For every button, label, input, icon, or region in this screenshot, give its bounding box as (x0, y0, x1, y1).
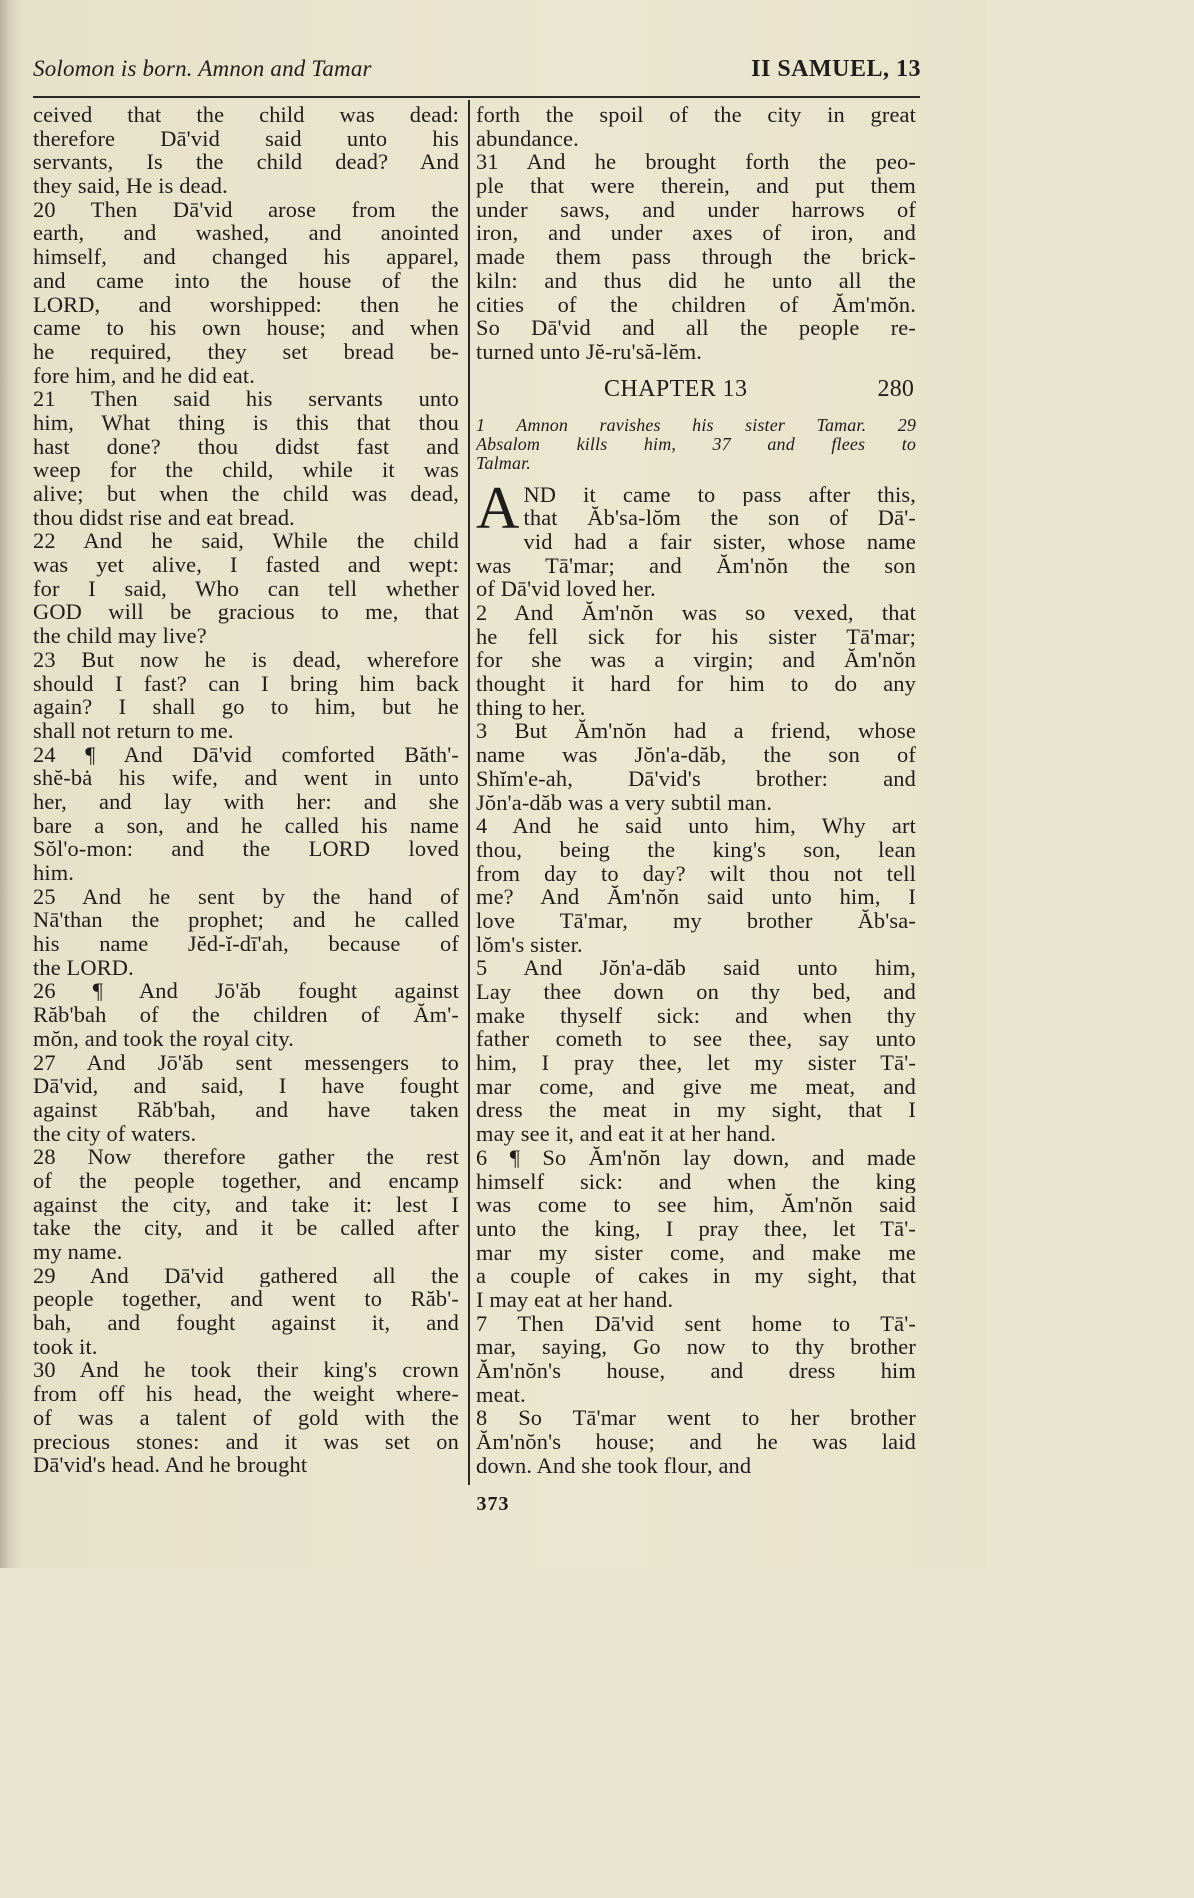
verse-line: me? And Ăm'nŏn said unto him, I (476, 885, 916, 909)
verse-line: vid had a fair sister, whose name (523, 529, 916, 554)
verse-line: should I fast? can I bring him back (33, 671, 459, 696)
verse-line: So Dā'vid and all the people re- (476, 316, 916, 340)
verse-line: again? I shall go to him, but he (33, 695, 459, 719)
verse-line: Lay thee down on thy bed, and (476, 980, 916, 1004)
verse-line: Sŏl'o-mon: and the LORD loved (33, 837, 459, 861)
chapter-opening (476, 474, 916, 541)
chapter-label: CHAPTER 13 (604, 375, 748, 402)
verse-line: came to his own house; and when (33, 316, 459, 340)
verse-line: Răb'bah of the children of Ăm'- (33, 1003, 459, 1027)
verse-line: abundance. (476, 125, 579, 151)
verse-line: kiln: and thus did he unto all the (476, 268, 916, 293)
verse-line: bah, and fought against it, and (33, 1311, 459, 1335)
summary-line: 1 Amnon ravishes his sister Tamar. 29 (476, 415, 916, 435)
verse-line: shĕ-bȧ his wife, and went in unto (33, 766, 459, 790)
verse-line: 25 And he sent by the hand of (33, 884, 459, 909)
verse-line: himself sick: and when the king (476, 1169, 916, 1194)
verse-line: 22 And he said, While the child (33, 529, 459, 554)
verse-line: 31 And he brought forth the peo- (476, 150, 916, 175)
verse-line: he fell sick for his sister Tā'mar; (476, 624, 916, 649)
verse-line: they said, He is dead. (33, 173, 228, 199)
verse-line: 2 And Ăm'nŏn was so vexed, that (476, 601, 916, 625)
verse-line: 24 ¶ And Dā'vid comforted Băth'- (33, 742, 459, 767)
left-column (33, 103, 459, 1477)
verse-line: earth, and washed, and anointed (33, 221, 459, 246)
verse-line: lŏm's sister. (476, 931, 583, 957)
verse-line: the child may live? (33, 623, 207, 649)
verse-line: mŏn, and took the royal city. (33, 1025, 294, 1051)
verse-line: cities of the children of Ăm'mŏn. (476, 292, 916, 317)
verse-line: LORD, and worshipped: then he (33, 292, 459, 317)
right-column (476, 103, 916, 1477)
verse-line: Ăm'nŏn's house; and he was laid (476, 1430, 916, 1454)
verse-line: made them pass through the brick- (476, 245, 916, 269)
verse-line: mar come, and give me meat, and (476, 1074, 916, 1099)
summary-line: Absalom kills him, 37 and flees to (476, 434, 916, 454)
verse-line: fore him, and he did eat. (33, 362, 255, 388)
verse-line: servants, Is the child dead? And (33, 150, 459, 175)
verse-line: 28 Now therefore gather the rest (33, 1145, 459, 1169)
verse-line: Nā'than the prophet; and he called (33, 908, 459, 933)
verse-line: turned unto Jĕ-ru'să-lĕm. (476, 338, 703, 364)
verse-line: that Ăb'sa-lŏm the son of Dā'- (523, 506, 916, 530)
verse-line: iron, and under axes of iron, and (476, 221, 916, 246)
verse-line: of the people together, and encamp (33, 1168, 459, 1193)
verse-line: love Tā'mar, my brother Ăb'sa- (476, 908, 916, 933)
verse-line: father cometh to see thee, say unto (476, 1027, 916, 1052)
verse-line: Dā'vid, and said, I have fought (33, 1074, 459, 1098)
verse-line: dress the meat in my sight, that I (476, 1098, 916, 1123)
verse-line: Dā'vid's head. And he brought (33, 1452, 308, 1478)
verse-line: 6 ¶ So Ăm'nŏn lay down, and made (476, 1145, 916, 1170)
verse-line: people together, and went to Răb'- (33, 1287, 459, 1312)
right-column-continuation (476, 103, 916, 364)
verse-line: meat. (476, 1381, 526, 1407)
verse-line: against the city, and take it: lest I (33, 1192, 459, 1217)
verse-line: 30 And he took their king's crown (33, 1358, 459, 1383)
right-column-verses (476, 530, 916, 1478)
header-book-chapter: II SAMUEL, 13 (751, 56, 921, 82)
verse-line: unto the king, I pray thee, let Tā'- (476, 1216, 916, 1241)
verse-line: may see it, and eat it at her hand. (476, 1121, 776, 1147)
verse-line: was come to see him, Ăm'nŏn said (476, 1193, 916, 1217)
verse-line: thou, being the king's son, lean (476, 837, 916, 862)
verse-line: shall not return to me. (33, 717, 234, 743)
verse-line: the city of waters. (33, 1120, 197, 1146)
verse-line: of Dā'vid loved her. (476, 576, 656, 602)
header-topic: Solomon is born. Amnon and Tamar (33, 56, 372, 81)
verse-line: thought it hard for him to do any (476, 672, 916, 696)
verse-line: he required, they set bread be- (33, 339, 459, 364)
verse-line: 4 And he said unto him, Why art (476, 814, 916, 838)
verse-line: took it. (33, 1333, 98, 1359)
verse-line: him, I pray thee, let my sister Tā'- (476, 1051, 916, 1075)
verse-line: and came into the house of the (33, 268, 459, 293)
verse-line: 8 So Tā'mar went to her brother (476, 1406, 916, 1431)
verse-line: 29 And Dā'vid gathered all the (33, 1263, 459, 1288)
verse-line: mar, saying, Go now to thy brother (476, 1335, 916, 1359)
verse-line: take the city, and it be called after (33, 1216, 459, 1240)
column-divider (468, 100, 470, 1485)
verse-line: precious stones: and it was set on (33, 1429, 459, 1454)
verse-line: himself, and changed his apparel, (33, 245, 459, 269)
verse-line: Shĭm'e-ah, Dā'vid's brother: and (476, 766, 916, 791)
verse-line: ND it came to pass after this, (523, 482, 916, 507)
verse-line: forth the spoil of the city in great (476, 103, 916, 127)
verse-line: 20 Then Dā'vid arose from the (33, 197, 459, 222)
verse-line: for she was a virgin; and Ăm'nŏn (476, 648, 916, 673)
chapter-summary (476, 416, 916, 473)
verse-line: make thyself sick: and when thy (476, 1003, 916, 1028)
running-header (33, 56, 921, 92)
verse-line: against Răb'bah, and have taken (33, 1097, 459, 1122)
verse-line: I may eat at her hand. (476, 1286, 674, 1312)
verse-line: weep for the child, while it was (33, 458, 459, 482)
verse-line: under saws, and under harrows of (476, 197, 916, 222)
drop-cap: A (476, 474, 520, 541)
verse-line: was yet alive, I fasted and wept: (33, 553, 459, 577)
verse-line: ple that were therein, and put them (476, 174, 916, 198)
verse-line: bare a son, and he called his name (33, 813, 459, 838)
verse-line: 3 But Ăm'nŏn had a friend, whose (476, 719, 916, 744)
verse-line: 21 Then said his servants unto (33, 387, 459, 411)
verse-line: hast done? thou didst fast and (33, 434, 459, 459)
page-number: 373 (476, 1493, 510, 1515)
verse-line: name was Jŏn'a-dăb, the son of (476, 743, 916, 767)
verse-line: her, and lay with her: and she (33, 789, 459, 814)
verse-line: GOD will be gracious to me, that (33, 600, 459, 625)
verse-line: thou didst rise and eat bread. (33, 504, 295, 530)
verse-line: his name Jĕd-ĭ-dī'ah, because of (33, 932, 459, 956)
verse-line: alive; but when the child was dead, (33, 482, 459, 506)
verse-line: from off his head, the weight where- (33, 1382, 459, 1406)
verse-line: Ăm'nŏn's house, and dress him (476, 1359, 916, 1383)
verse-line: 27 And Jō'ăb sent messengers to (33, 1050, 459, 1075)
verse-line: Jŏn'a-dăb was a very subtil man. (476, 789, 773, 815)
verse-line: 26 ¶ And Jō'ăb fought against (33, 979, 459, 1004)
verse-line: a couple of cakes in my sight, that (476, 1264, 916, 1288)
verse-line: mar my sister come, and make me (476, 1240, 916, 1265)
verse-line: him. (33, 860, 75, 885)
chapter-heading (476, 376, 916, 412)
verse-line: my name. (33, 1239, 123, 1264)
verse-line: the LORD. (33, 954, 134, 980)
verse-line: him, What thing is this that thou (33, 410, 459, 435)
verse-line: ceived that the child was dead: (33, 103, 459, 127)
chapter-number: 280 (877, 375, 914, 402)
verse-line: down. And she took flour, and (476, 1452, 752, 1478)
verse-line: thing to her. (476, 694, 586, 720)
verse-line: for I said, Who can tell whether (33, 576, 459, 601)
header-rule (33, 96, 920, 98)
verse-line: 23 But now he is dead, wherefore (33, 647, 459, 672)
verse-line: was Tā'mar; and Ăm'nŏn the son (476, 553, 916, 578)
summary-line: Talmar. (476, 452, 531, 473)
verse-line: of was a talent of gold with the (33, 1405, 459, 1430)
verse-line: 5 And Jŏn'a-dăb said unto him, (476, 956, 916, 980)
verse-line: from day to day? wilt thou not tell (476, 861, 916, 886)
verse-line: 7 Then Dā'vid sent home to Tā'- (476, 1311, 916, 1336)
verse-line: therefore Dā'vid said unto his (33, 126, 459, 151)
